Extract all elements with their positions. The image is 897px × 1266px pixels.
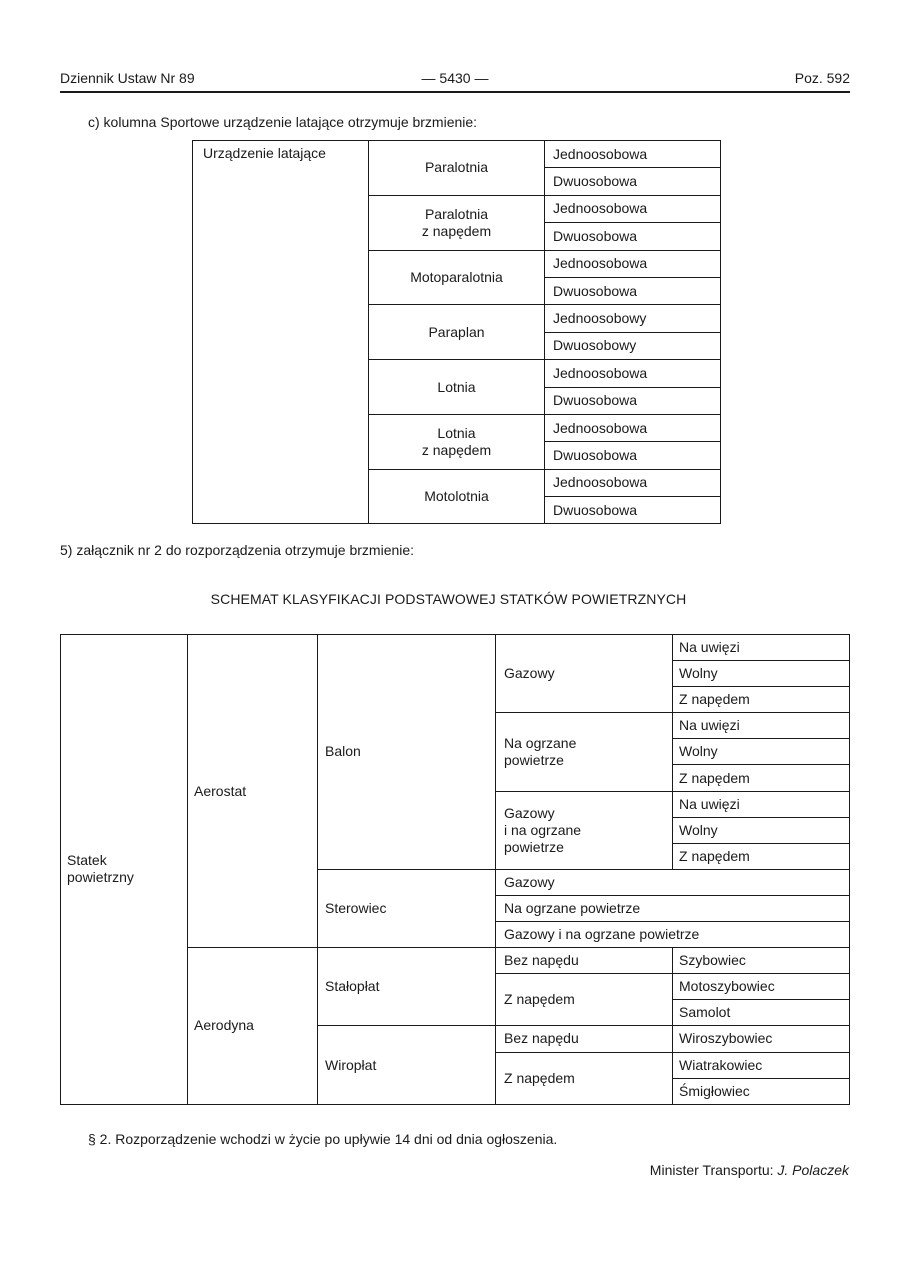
z-napedem-b-label: Z napędem: [504, 1069, 575, 1086]
type-cell: [369, 195, 545, 250]
seat-cell: Dwuosobowy: [545, 332, 721, 359]
type-name: Lotnia: [437, 424, 476, 441]
z-napedem-cell: Z napędem: [673, 843, 850, 869]
na-uwiezi-cell: Na uwięzi: [673, 713, 850, 739]
journal-title: Dziennik Ustaw Nr 89: [60, 70, 195, 86]
seat-cell: Jednoosobowa: [545, 360, 721, 387]
seat-cell: Dwuosobowa: [545, 497, 721, 524]
seat-cell: Dwuosobowa: [545, 223, 721, 250]
signature-name: J. Polaczek: [777, 1162, 849, 1178]
bez-napedu-cell: Bez napędu: [496, 1026, 673, 1052]
sterowiec-gazowy-i-na-cell: Gazowy i na ogrzane powietrze: [496, 922, 850, 948]
type-name: Motoparalotnia: [410, 268, 503, 285]
smiglowiec-cell: Śmigłowiec: [673, 1078, 850, 1104]
sterowiec-gazowy-cell: Gazowy: [496, 869, 850, 895]
sterowiec-na-ogrzane-cell: Na ogrzane powietrze: [496, 895, 850, 921]
aerodyna-cell: [188, 948, 318, 1105]
root-label: powietrzny: [67, 869, 134, 886]
seat-cell: Dwuosobowa: [545, 277, 721, 304]
type-cell: [369, 360, 545, 415]
gazowy-i-na-label: powietrze: [504, 838, 564, 855]
balon-cell: [318, 635, 496, 870]
na-ogrzane-cell: [496, 713, 673, 791]
type-cell: [369, 141, 545, 196]
root-cell: [61, 635, 188, 1105]
sport-device-table-body: [193, 141, 721, 524]
sterowiec-label: Sterowiec: [325, 899, 387, 916]
type-cell: [369, 469, 545, 524]
gazowy-i-na-label: i na ogrzane: [504, 821, 582, 838]
z-napedem-b-cell: [496, 974, 673, 1026]
motoszybowiec-cell: Motoszybowiec: [673, 974, 850, 1000]
classification-table: [60, 634, 850, 1105]
table-row: [193, 141, 721, 168]
type-cell: [369, 305, 545, 360]
seat-cell: Dwuosobowa: [545, 387, 721, 414]
wiatrakowiec-cell: Wiatrakowiec: [673, 1052, 850, 1078]
z-napedem-b-cell: [496, 1052, 673, 1104]
seat-cell: Jednoosobowa: [545, 141, 721, 168]
szybowiec-cell: Szybowiec: [673, 948, 850, 974]
seat-cell: Jednoosobowa: [545, 469, 721, 496]
bez-napedu-cell: Bez napędu: [496, 948, 673, 974]
gazowy-label: Gazowy: [504, 665, 555, 682]
na-uwiezi-cell: Na uwięzi: [673, 791, 850, 817]
signature: [650, 1162, 849, 1178]
classification-table-body: [61, 635, 850, 1105]
type-name: Lotnia: [437, 378, 476, 395]
seat-cell: Dwuosobowa: [545, 442, 721, 469]
na-ogrzane-label: Na ogrzane: [504, 734, 577, 751]
stalopat-cell: [318, 948, 496, 1026]
signature-label: Minister Transportu:: [649, 1162, 774, 1178]
z-napedem-cell: Z napędem: [673, 687, 850, 713]
na-uwiezi-cell: Na uwięzi: [673, 635, 850, 661]
type-cell: [369, 250, 545, 305]
samolot-cell: Samolot: [673, 1000, 850, 1026]
type-name: z napędem: [421, 441, 492, 458]
wiroszybowiec-cell: Wiroszybowiec: [673, 1026, 850, 1052]
paragraph-2: § 2. Rozporządzenie wchodzi w życie po upływie 14 dni od dnia ogłoszenia.: [88, 1131, 558, 1147]
balon-label: Balon: [325, 743, 361, 760]
seat-cell: Jednoosobowa: [545, 195, 721, 222]
type-name: Paralotnia: [424, 159, 489, 176]
type-name: Paraplan: [428, 323, 485, 340]
page-number: — 5430 —: [421, 70, 489, 86]
table-row: [61, 635, 850, 661]
sport-device-table: [192, 140, 721, 524]
wiroplat-cell: [318, 1026, 496, 1104]
wolny-cell: Wolny: [673, 739, 850, 765]
intro-c: c) kolumna Sportowe urządzenie latające otrzymuje brzmienie:: [88, 114, 478, 130]
wiroplat-label: Wiropłat: [325, 1056, 377, 1073]
seat-cell: Jednoosobowa: [545, 414, 721, 441]
gazowy-i-na-label: Gazowy: [504, 804, 555, 821]
z-napedem-cell: Z napędem: [673, 765, 850, 791]
wolny-cell: Wolny: [673, 817, 850, 843]
aerostat-cell: [188, 635, 318, 948]
sterowiec-cell: [318, 869, 496, 947]
z-napedem-b-label: Z napędem: [504, 991, 575, 1008]
root-label: Statek: [67, 852, 107, 869]
seat-cell: Jednoosobowa: [545, 250, 721, 277]
seat-cell: Jednoosobowy: [545, 305, 721, 332]
na-ogrzane-label: powietrze: [504, 751, 564, 768]
seat-cell: Dwuosobowa: [545, 168, 721, 195]
type-name: Motolotnia: [424, 488, 489, 505]
wolny-cell: Wolny: [673, 661, 850, 687]
type-name: Paralotnia: [424, 205, 489, 222]
page-header: [60, 70, 850, 92]
type-cell: [369, 414, 545, 469]
schema-title: SCHEMAT KLASYFIKACJI PODSTAWOWEJ STATKÓW POWIETRZNYCH: [210, 591, 687, 607]
aerostat-label: Aerostat: [194, 782, 247, 799]
type-name: z napędem: [421, 222, 492, 239]
gazowy-cell: [496, 635, 673, 713]
position-number: Poz. 592: [794, 70, 850, 86]
aerodyna-label: Aerodyna: [194, 1017, 254, 1034]
stalopat-label: Stałopłat: [325, 978, 380, 995]
header-rule: [60, 91, 850, 93]
gazowy-i-na-cell: [496, 791, 673, 869]
category-cell: Urządzenie latające: [193, 141, 369, 524]
intro-5: 5) załącznik nr 2 do rozporządzenia otrzymuje brzmienie:: [60, 542, 415, 558]
